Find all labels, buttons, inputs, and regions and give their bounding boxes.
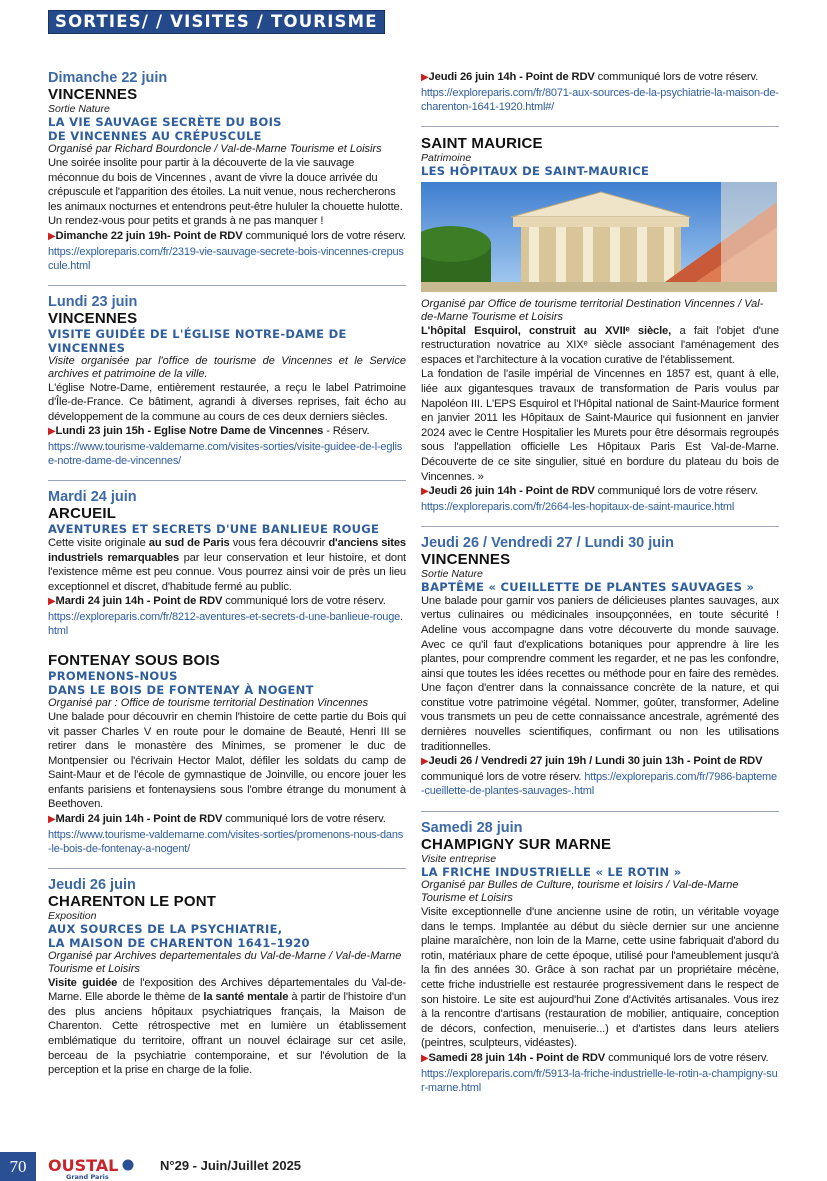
rdv-time: Dimanche 22 juin 19h- Point de RDV — [55, 229, 243, 242]
section-banner: SORTIES/ / VISITES / TOURISME — [48, 10, 385, 34]
rdv-note: communiqué lors de votre réserv. — [222, 813, 386, 826]
event-date: Jeudi 26 / Vendredi 27 / Lundi 30 juin — [421, 534, 675, 551]
bullet-arrow-icon: ▶ — [421, 72, 429, 83]
rdv-note: communiqué lors de votre réserv. — [222, 595, 386, 608]
issue-label: N°29 - Juin/Juillet 2025 — [160, 1158, 302, 1173]
divider — [48, 480, 406, 481]
event-organizer: Organisé par Office de tourisme territorial Destination Vincennes / Val-de-Marne Tourisme et Loisirs — [421, 297, 764, 323]
event-charenton-rdv — [421, 70, 779, 120]
bullet-arrow-icon: ▶ — [421, 756, 429, 768]
text-part: a fait l'objet d'une restructuration novatrice au XIXᵉ siècle associant l'aménagement des espaces et l'architecture à la vocation curative de l'établissement. — [421, 324, 779, 366]
event-title: LES HÔPITAUX DE SAINT-MAURICE — [421, 163, 650, 178]
event-title: AVENTURES ET SECRETS D'UNE BANLIEUE ROUGE — [48, 521, 380, 536]
event-organizer: Visite organisée par l'office de tourisme de Vincennes et le Service archives et patrimoine de la ville. — [48, 354, 406, 380]
event-date: Jeudi 26 juin — [48, 876, 136, 893]
event-title: PROMENONS-NOUS — [48, 668, 178, 683]
event-description — [48, 536, 406, 594]
hospital-building-photo — [421, 182, 777, 292]
divider — [421, 526, 779, 527]
event-fontenay — [48, 652, 406, 862]
event-link[interactable]: https://exploreparis.com/fr/8212-aventures-et-secrets-d-une-banlieue-rouge.html — [48, 610, 403, 637]
bullet-arrow-icon: ▶ — [421, 1052, 429, 1064]
event-link[interactable]: https://exploreparis.com/fr/8071-aux-sources-de-la-psychiatrie-la-maison-de-charenton-1641-1920.html#/ — [421, 86, 779, 113]
event-date: Mardi 24 juin — [48, 488, 137, 505]
event-title: LA FRICHE INDUSTRIELLE « LE ROTIN » — [421, 865, 682, 880]
event-rdv — [48, 812, 406, 828]
event-title: AUX SOURCES DE LA PSYCHIATRIE, — [48, 921, 283, 936]
event-link[interactable]: https://exploreparis.com/fr/7986-bapteme-cueillette-de-plantes-sauvages-.html — [421, 770, 777, 798]
text-part: de l'exposition des Archives départementales du Val-de-Marne. Elle aborde le thème de — [48, 976, 406, 1004]
text-emphasis: L'hôpital Esquirol, construit au XVIIᵉ siècle, — [421, 324, 672, 337]
event-title: LA VIE SAUVAGE SECRÈTE DU BOIS — [48, 115, 282, 129]
event-organizer: Organisé par Bulles de Culture, tourisme et loisirs / Val-de-Marne Tourisme et Loisirs — [421, 879, 739, 905]
event-link[interactable]: https://exploreparis.com/fr/2319-vie-sauvage-secrete-bois-vincennes-crepuscule.html — [48, 245, 404, 272]
event-saint-maurice — [421, 135, 779, 520]
text-part: à partir de l'histoire d'un des plus anciens hôpitaux psychiatriques français, la Maison de Charenton. Cette rétrospective met en lumière un établissement emblématique du territoire, offrant un nouvel éclairage sur cet asile, berceau de la psychiatrie contemporaine, et sur l'évolution de la perception et la prise en charge de la folie. — [48, 991, 407, 1077]
event-description: Une balade pour garnir vos paniers de délicieuses plantes sauvages, aux vertus culinaires ou médicinales insoupçonnées, en toute sécurité ! Adeline vous accompagne dans votre découverte du monde sauvage. Avec ce qu'il faut d'explications botaniques pour apprendre à lire les plantes, pour comprendre comment les regarder, et ne pas les confondre, ainsi que toutes les idées recettes ou méthode pour en faire des remèdes. Une façon d'entrer dans la connaissance concrète de la nature, et qui constitue votre patrimoine végétal. Nommer, goûter, transformer, Adeline vous transmets un peu de cette connaissance ancestrale, agrémenté des dernières nouvelles scientifiques, confirmant ou non les utilisations traditionnelles. — [421, 594, 779, 753]
event-rotin — [421, 820, 779, 1101]
event-organizer: Organisé par : Office de tourisme territorial Destination Vincennes — [48, 696, 369, 709]
event-arcueil — [48, 489, 406, 644]
event-title-line2: DANS LE BOIS DE FONTENAY À NOGENT — [48, 682, 314, 697]
left-column — [48, 70, 406, 1084]
event-category: Exposition — [48, 909, 97, 922]
event-title-line2: DE VINCENNES AU CRÉPUSCULE — [48, 129, 262, 143]
event-city: VINCENNES — [48, 86, 138, 103]
right-column — [421, 70, 779, 1101]
rdv-time: Mardi 24 juin 14h - Point de RDV — [55, 595, 223, 608]
event-rdv — [421, 1051, 779, 1067]
rdv-time: Lundi 23 juin 15h - Eglise Notre Dame de Vincennes — [55, 425, 324, 438]
event-link[interactable]: https://exploreparis.com/fr/5913-la-friche-industrielle-le-rotin-a-champigny-sur-marne.html — [421, 1067, 778, 1094]
event-description: Une soirée insolite pour partir à la découverte de la vie sauvage méconnue du bois de Vincennes , avant de vivre la douce arrivée du crépuscule et l'apparition des étoiles. La nuit venue, nous rechercherons les animaux nocturnes et entendrons peut-être hululer la chouette hulotte. — [48, 157, 403, 213]
event-vie-sauvage — [48, 70, 406, 279]
event-city: CHAMPIGNY SUR MARNE — [421, 836, 612, 854]
logo-text: OUSTAL — [48, 1156, 119, 1175]
event-rdv — [48, 424, 406, 440]
event-description-2: Un rendez-vous pour petits et grands à ne pas manquer ! — [48, 215, 324, 228]
event-category: Visite entreprise — [421, 853, 497, 866]
rdv-time: Jeudi 26 juin 14h - Point de RDV — [428, 485, 595, 498]
event-rdv — [421, 484, 779, 500]
bullet-arrow-icon: ▶ — [48, 426, 56, 438]
event-notre-dame — [48, 294, 406, 474]
divider — [421, 811, 779, 812]
magazine-logo — [46, 1154, 136, 1180]
text-emphasis: au sud de Paris — [148, 536, 230, 549]
event-link[interactable]: https://exploreparis.com/fr/2664-les-hopitaux-de-saint-maurice.html — [421, 500, 735, 513]
rdv-time: Jeudi 26 juin 14h - Point de RDV — [428, 71, 595, 83]
logo-subtitle: Grand Paris — [66, 1173, 109, 1180]
event-date: Samedi 28 juin — [421, 820, 523, 837]
event-description-2: La fondation de l'asile impérial de Vincennes en 1857 est, quant à elle, liée aux gigantesques travaux de transformation de Paris voulus par Napoléon III. L'EPS Esquirol et l'Hôpital national de Saint-Maurice forment en janvier 2011 les Hôpitaux de Saint-Maurice qui fusionnent en janvier 2024 avec le Centre Hospitalier les Murets pour être désormais regroupés sous l'appellation officielle Les Hôpitaux Paris Est Val-de-Marne. Découverte de ce site singulier, situé en bordure du plateau du bois de Vincennes. » — [421, 368, 779, 483]
event-description: Visite exceptionnelle d'une ancienne usine de rotin, un véritable voyage dans le temps. Implantée au début du siècle dernier sur une ancienne plaine maraîchère, non loin de la Marne, cette usine fabriquait d'abord du rotin, matériaux phare de cette époque, utilisé pour l'ameublement jusqu'à la fin des années 30. Grâce à son rachat par un propriétaire mécène, cette friche industrielle est restaurée progressivement dans le respect de son histoire. Le site est aujourd'hui Zone d'Activités artisanales. Vous irez à la rencontre d'artisans (restauration de mobilier, antiquaire, conception de décors, confection, menuiserie...) et d'artistes dans leurs ateliers (peintres, sculpteurs, vidéastes). — [421, 906, 779, 1050]
event-city: CHARENTON LE PONT — [48, 892, 217, 910]
event-category: Sortie Nature — [48, 103, 110, 115]
rdv-note: communiqué lors de votre réserv. — [594, 71, 759, 83]
event-city: SAINT MAURICE — [421, 134, 543, 152]
rdv-time: Jeudi 26 / Vendredi 27 juin 19h / Lundi 30 juin 13h - Point de RDV — [428, 755, 763, 768]
event-description: Une balade pour découvrir en chemin l'histoire de cette partie du Bois qui vit passer Charles V en route pour le domaine de Beauté, Henri III se retirer dans le monastère des Minimes, se promener le duc de Montpensier ou l'écrivain Hector Malot, défiler les soldats du camp de Saint-Maur et de l'école de gymnastique de Joinville, ou encore jouer les enfants parisiens et fontenaysiens sous l'ombre étrange du monument à Beethoven. — [48, 710, 406, 811]
bullet-arrow-icon: ▶ — [421, 486, 429, 498]
page-footer — [0, 1152, 827, 1181]
page-number: 70 — [0, 1152, 36, 1181]
bullet-arrow-icon: ▶ — [48, 230, 56, 242]
event-category: Patrimoine — [421, 151, 472, 164]
event-description: L'église Notre-Dame, entièrement restaurée, a reçu le label Patrimoine d'Île-de-France. Ce bâtiment, agrandi à diverses reprises, fait écho au développement de la commune au cours de ces deux derniers siècles. — [48, 381, 406, 423]
text-part: vous fera découvrir — [229, 536, 329, 549]
divider — [421, 126, 779, 127]
event-cueillette — [421, 535, 779, 805]
event-city: VINCENNES — [48, 309, 138, 327]
event-description — [421, 324, 779, 368]
rdv-note: communiqué lors de votre réserv. — [594, 485, 759, 498]
event-rdv — [421, 70, 779, 86]
event-date: Dimanche 22 juin — [48, 70, 168, 86]
text-emphasis: la santé mentale — [203, 991, 289, 1004]
bullet-arrow-icon: ▶ — [48, 814, 56, 826]
event-organizer: Organisé par Archives departementales du Val-de-Marne / Val-de-Marne Tourisme et Loisirs — [48, 949, 402, 975]
event-charenton — [48, 877, 406, 1084]
text-emphasis: Visite guidée — [48, 976, 118, 989]
event-link[interactable]: https://www.tourisme-valdemarne.com/visites-sorties/visite-guidee-de-l-eglise-notre-dame-de-vincennes/ — [48, 440, 403, 467]
event-city: ARCUEIL — [48, 504, 117, 522]
event-title: VISITE GUIDÉE DE L'ÉGLISE NOTRE-DAME DE VINCENNES — [48, 326, 347, 355]
divider — [48, 868, 406, 869]
rdv-note: - Réserv. — [323, 425, 370, 438]
event-title-line2: LA MAISON DE CHARENTON 1641–1920 — [48, 935, 310, 950]
event-link[interactable]: https://www.tourisme-valdemarne.com/visites-sorties/promenons-nous-dans-le-bois-de-fontenay-a-nogent/ — [48, 828, 404, 855]
rdv-time: Samedi 28 juin 14h - Point de RDV — [428, 1051, 606, 1064]
event-date: Lundi 23 juin — [48, 293, 138, 310]
event-rdv — [48, 229, 406, 245]
text-part: Cette visite originale — [48, 536, 149, 549]
text-emphasis: d'anciens sites industriels remarquables — [48, 536, 406, 564]
event-category: Sortie Nature — [421, 567, 483, 580]
rdv-note: communiqué lors de votre réserv. — [421, 770, 582, 783]
event-rdv — [421, 754, 779, 799]
event-title: BAPTÊME « CUEILLETTE DE PLANTES SAUVAGES » — [421, 579, 755, 594]
event-city: VINCENNES — [421, 550, 511, 568]
rdv-note: communiqué lors de votre réserv. — [605, 1051, 769, 1064]
event-organizer: Organisé par Richard Bourdoncle / Val-de-Marne Tourisme et Loisirs — [48, 143, 382, 155]
event-rdv — [48, 594, 406, 610]
event-description — [48, 976, 406, 1078]
text-part: par leur conservation et leur histoire, et dont l'existence même est peu connue. Vous pourrez ainsi voir de près un lieu exceptionnel et discret, d'habitude fermé au public. — [48, 551, 406, 593]
bullet-arrow-icon: ▶ — [48, 596, 56, 608]
rdv-time: Mardi 24 juin 14h - Point de RDV — [55, 813, 223, 826]
divider — [48, 285, 406, 286]
event-city: FONTENAY SOUS BOIS — [48, 651, 220, 669]
rdv-note: communiqué lors de votre réserv. — [242, 229, 406, 242]
